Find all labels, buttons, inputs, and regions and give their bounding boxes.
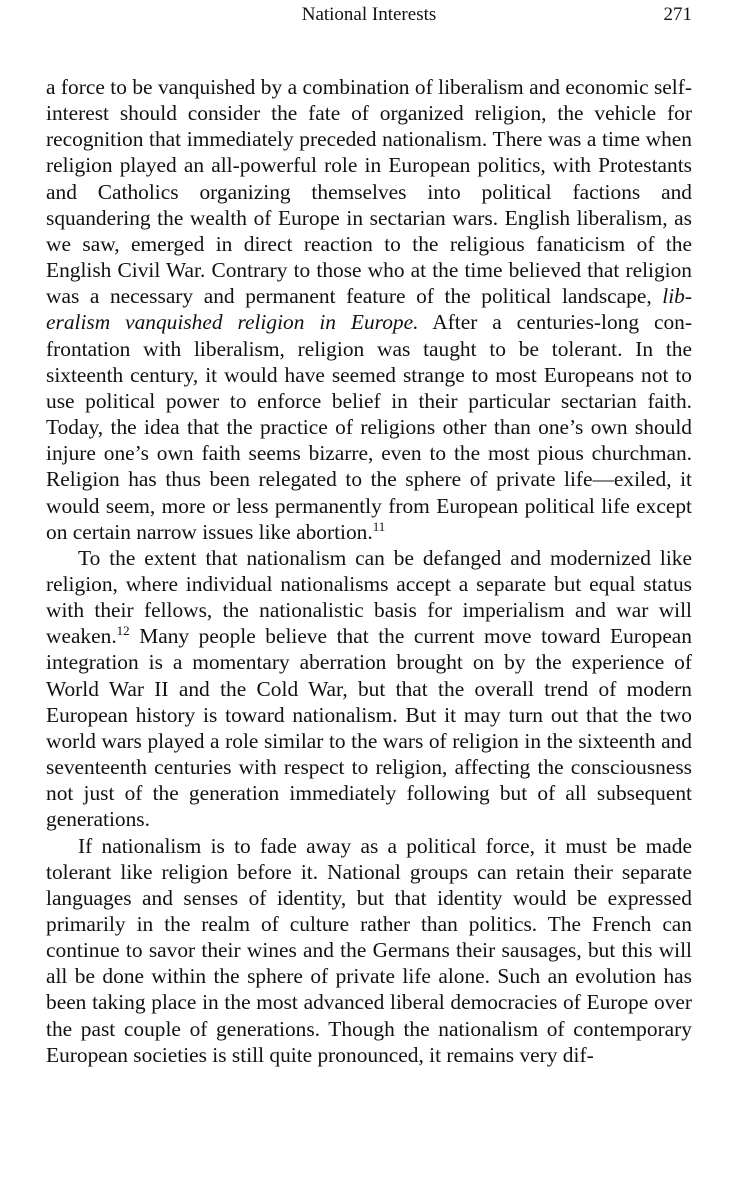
paragraph-1-italic: liberalism vanquished religion in Europe. <box>46 284 692 335</box>
paragraph-3 <box>46 833 692 1068</box>
paragraph-3-text: If nationalism is to fade away as a political force, it must be made tolerant like religion before it. National groups can retain their separate languages and senses of identity, but that identity would be expressed primarily in the realm of culture rather than politics. The French can continue to savor their wines and the Germans their sausages, but this will all be done within the sphere of private life alone. Such an evolution has been taking place in the most advanced liberal democracies of Europe over the past couple of generations. Though the nationalism of contemporary European societies is still quite pronounced, it remains very dif- <box>46 833 692 1067</box>
body-text <box>46 74 692 1068</box>
footnote-marker-12: 12 <box>116 623 130 639</box>
footnote-marker-11: 11 <box>372 518 386 534</box>
paragraph-2-text-b: Many people believe that the current move toward European integration is a momentary aberration brought on by the experience of World War II and the Cold War, but that the overall trend of modern European history is toward nationalism. But it may turn out that the two world wars played a role similar to the wars of religion in the sixteenth and seventeenth centuries with respect to religion, affecting the consciousness not just of the generation immediately following but of all subsequent generations. <box>46 624 692 832</box>
paragraph-2-text-a: To the extent that nationalism can be defanged and modernized like religion, where individual nationalisms accept a separate but equal status with their fellows, the nationalistic basis for imperialism and war will weaken. <box>46 545 692 649</box>
running-head <box>46 0 692 30</box>
paragraph-1-text-a: a force to be vanquished by a combination of liberalism and economic self-interest should consider the fate of organized religion, the vehicle for recognition that immediately preceded nationalism. There was a time when religion played an all-powerful role in European politics, with Protestants and Catholics organizing themselves into political factions and squandering the wealth of Europe in sectarian wars. English liberalism, as we saw, emerged in direct reaction to the religious fanaticism of the English Civil War. Contrary to those who at the time believed that religion was a necessary and permanent feature of the political landscape, <box>46 75 692 309</box>
paragraph-2 <box>46 545 692 833</box>
book-page <box>46 0 692 1068</box>
page-number: 271 <box>663 4 692 25</box>
running-title: National Interests <box>301 4 437 25</box>
paragraph-1-text-b: After a centuries-long confrontation with liberalism, religion was taught to be tolerant. In the sixteenth century, it would have seemed strange to most Europeans not to use political power to enforce belief in their particular sectarian faith. Today, the idea that the practice of religions other than one’s own should injure one’s own faith seems bizarre, even to the most pious churchman. Religion has thus been relegated to the sphere of private life—exiled, it would seem, more or less permanently from European political life except on certain narrow issues like abortion. <box>46 310 692 544</box>
paragraph-1 <box>46 74 692 545</box>
